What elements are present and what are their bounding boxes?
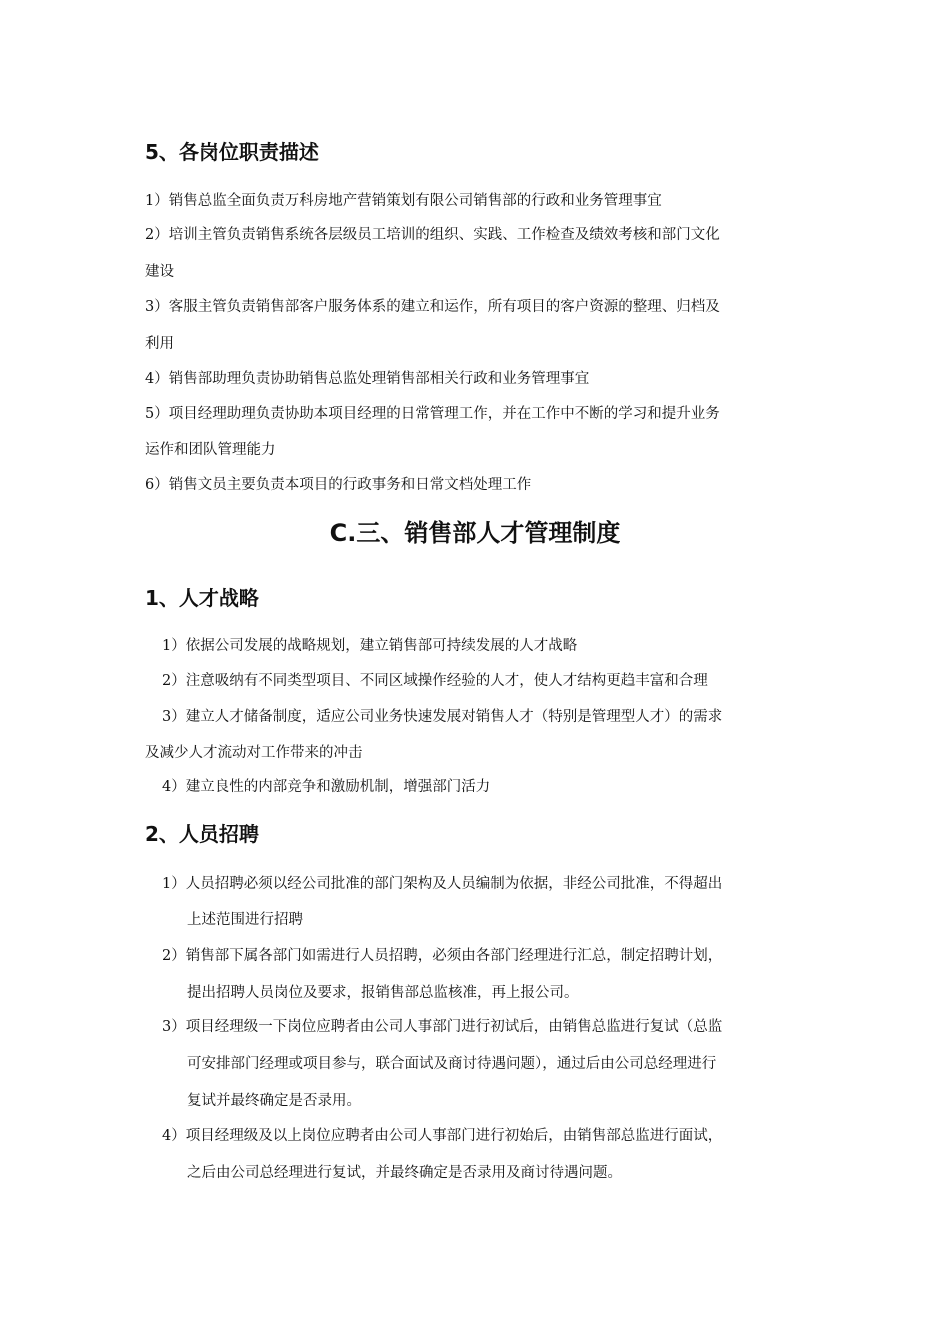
duty-line: 建设 — [145, 264, 174, 280]
section-heading-recruitment: 2、人员招聘 — [145, 822, 259, 846]
recruitment-line: 4）项目经理级及以上岗位应聘者由公司人事部门进行初始后，由销售部总监进行面试， — [162, 1128, 723, 1144]
recruitment-line: 可安排部门经理或项目参与，联合面试及商讨待遇问题），通过后由公司总经理进行 — [187, 1056, 717, 1072]
duty-line: 5）项目经理助理负责协助本项目经理的日常管理工作，并在工作中不断的学习和提升业务 — [145, 406, 720, 422]
duty-line: 3）客服主管负责销售部客户服务体系的建立和运作，所有项目的客户资源的整理、归档及 — [145, 299, 720, 315]
recruitment-line: 提出招聘人员岗位及要求，报销售部总监核准，再上报公司。 — [187, 985, 579, 1001]
duty-line: 4）销售部助理负责协助销售总监处理销售部相关行政和业务管理事宜 — [145, 371, 590, 387]
duty-line: 2）培训主管负责销售系统各层级员工培训的组织、实践、工作检查及绩效考核和部门文化 — [145, 227, 720, 243]
strategy-line: 4）建立良性的内部竞争和激励机制，增强部门活力 — [162, 779, 491, 795]
strategy-line: 3）建立人才储备制度，适应公司业务快速发展对销售人才（特别是管理型人才）的需求 — [162, 709, 723, 725]
recruitment-line: 2）销售部下属各部门如需进行人员招聘，必须由各部门经理进行汇总，制定招聘计划， — [162, 948, 723, 964]
section-heading-talent-strategy: 1、人才战略 — [145, 586, 259, 610]
chapter-title: C.三、销售部人才管理制度 — [329, 519, 621, 547]
recruitment-line: 复试并最终确定是否录用。 — [187, 1093, 361, 1109]
strategy-line: 1）依据公司发展的战略规划，建立销售部可持续发展的人才战略 — [162, 638, 578, 654]
duty-line: 1）销售总监全面负责万科房地产营销策划有限公司销售部的行政和业务管理事宜 — [145, 193, 662, 209]
strategy-line: 2）注意吸纳有不同类型项目、不同区域操作经验的人才，使人才结构更趋丰富和合理 — [162, 673, 708, 689]
duty-line: 6）销售文员主要负责本项目的行政事务和日常文档处理工作 — [145, 477, 532, 493]
duty-line: 运作和团队管理能力 — [145, 442, 276, 458]
section-heading-duties: 5、各岗位职责描述 — [145, 140, 319, 164]
recruitment-line: 1）人员招聘必须以经公司批准的部门架构及人员编制为依据，非经公司批准，不得超出 — [162, 876, 723, 892]
recruitment-line: 3）项目经理级一下岗位应聘者由公司人事部门进行初试后，由销售总监进行复试（总监 — [162, 1019, 723, 1035]
duty-line: 利用 — [145, 336, 174, 352]
recruitment-line: 之后由公司总经理进行复试，并最终确定是否录用及商讨待遇问题。 — [187, 1165, 622, 1181]
recruitment-line: 上述范围进行招聘 — [187, 912, 303, 928]
strategy-line: 及减少人才流动对工作带来的冲击 — [145, 745, 363, 761]
